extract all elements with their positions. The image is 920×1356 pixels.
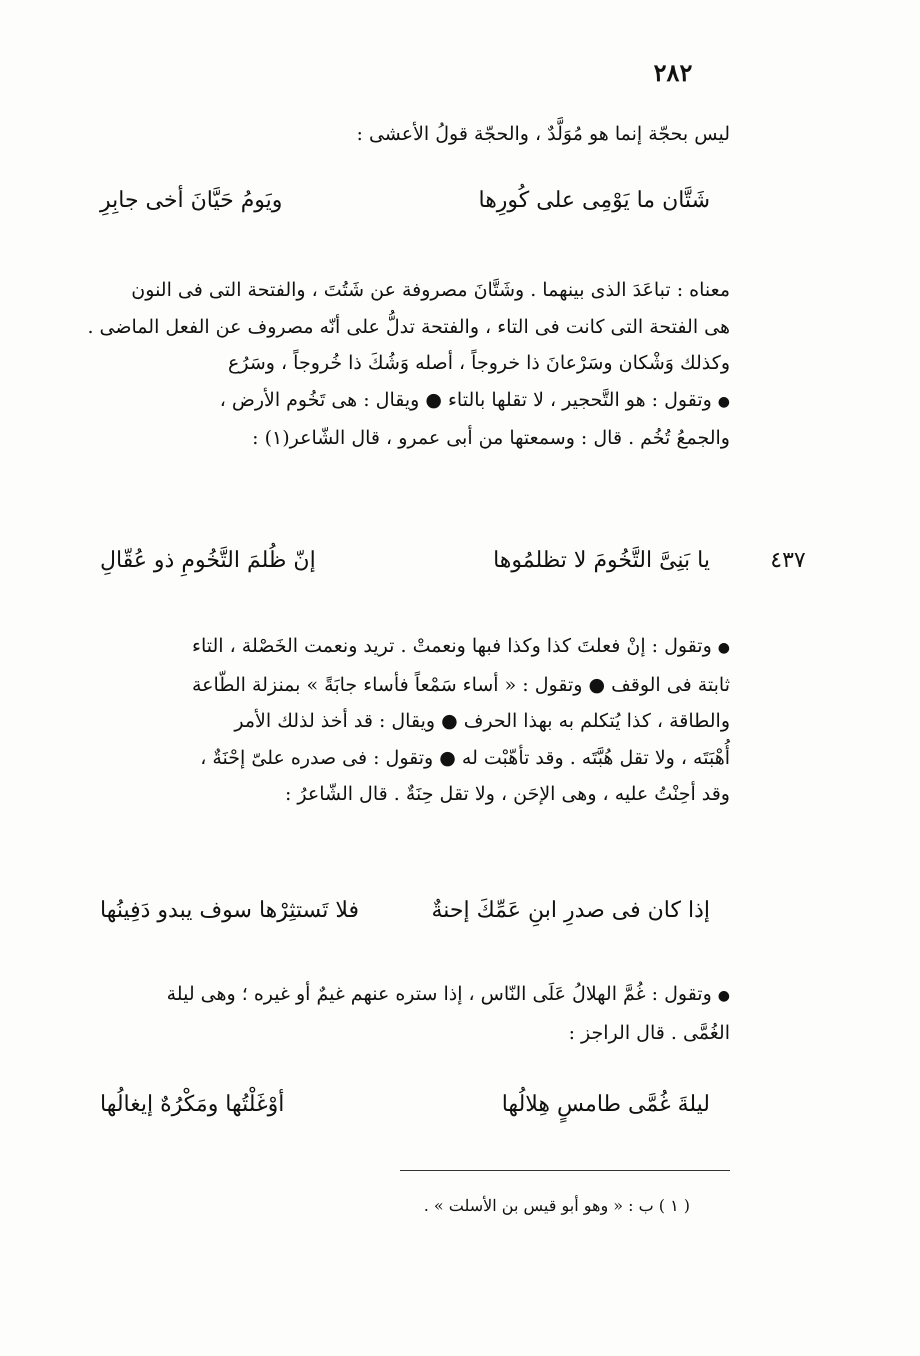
paragraph-line: والجمعُ تُخُم . قال : وسمعتها من أبى عمرو ، قال الشّاعر(١) :: [252, 427, 730, 449]
footnote-separator: [400, 1170, 730, 1171]
paragraph-3: [78, 976, 730, 1051]
intro-line: [78, 116, 730, 153]
verse-2-second-hemistich: إنّ ظُلمَ التَّخُومِ ذو عُقّالِ: [100, 548, 316, 573]
verse-number: ٤٣٧: [770, 548, 806, 573]
paragraph-line: معناه : تباعَدَ الذى بينهما . وشَتَّانَ مصروفة عن شَتُتَ ، والفتحة التى فى النون: [131, 279, 730, 301]
verse-4-second-hemistich: أوْغَلْتُها ومَكْرُهٌ إيغالُها: [100, 1092, 285, 1117]
verse-3-second-hemistich: فلا تَستثِرْها سوف يبدو دَفِينُها: [100, 898, 360, 923]
bullet-icon: ●: [717, 640, 730, 656]
verse-4: [100, 1092, 710, 1117]
verse-3: [100, 898, 710, 923]
paragraph-2: [78, 628, 730, 813]
paragraph-line: وكذلك وَشْكان وسَرْعانَ ذا خروجاً ، أصله وَشُكَ ذا خُروجاً ، وسَرُع: [228, 352, 730, 374]
page-number: ٢٨٢: [653, 58, 693, 87]
verse-2: [100, 548, 710, 573]
verse-2-first-hemistich: يا بَنِىَّ التَّخُومَ لا تظلمُوها: [493, 548, 710, 573]
paragraph-line: الغُمَّى . قال الراجز :: [568, 1021, 730, 1044]
footnote: ( ١ ) ب : « وهو أبو قيس بن الأسلت » .: [423, 1196, 690, 1215]
paragraph-line: ●وتقول : هو التَّحجير ، لا تقلها بالتاء ● ويقال : هى تَخُوم الأرض ،: [219, 388, 730, 411]
bullet-icon: ●: [717, 988, 730, 1004]
paragraph-line: والطاقة ، كذا يُتكلم به بهذا الحرف ● ويقال : قد أخذ لذلك الأمر: [234, 710, 730, 732]
paragraph-line: وقد أحِنْتُ عليه ، وهى الإحَن ، ولا تقل حِنَةٌ . قال الشّاعرُ :: [284, 783, 730, 805]
verse-4-first-hemistich: ليلةَ غُمَّى طامسٍ هِلالُها: [501, 1092, 710, 1117]
paragraph-line: ●وتقول : إنْ فعلتَ كذا وكذا فبها ونعمتْ . تريد ونعمت الخَصْلة ، التاء: [192, 635, 730, 657]
verse-1: [100, 188, 710, 213]
paragraph-1: [78, 272, 730, 457]
paragraph-line: هى الفتحة التى كانت فى التاء ، والفتحة تدلُّ على أنّه مصروف عن الفعل الماضى .: [87, 315, 730, 338]
verse-1-first-hemistich: شَتَّان ما يَوْمِى على كُورِها: [478, 188, 710, 213]
paragraph-line: أُهْبَتَه ، ولا تقل هُبَّتَه . وقد تأهّبْت له ● وتقول : فى صدره علىّ إحْنَةٌ ،: [200, 746, 730, 769]
paragraph-line: ثابتة فى الوقف ● وتقول : « أساء سَمْعاً فأساء جابَةً » بمنزلة الطّاعة: [191, 673, 730, 696]
intro-text: ليس بحجّة إنما هو مُوَلَّدٌ ، والحجّة قولُ الأعشى :: [356, 123, 730, 145]
verse-1-second-hemistich: ويَومُ حَيَّانَ أخى جابِرِ: [100, 188, 283, 213]
paragraph-line: ●وتقول : غُمَّ الهلالُ عَلَى النّاس ، إذا ستره عنهم غيمٌ أو غيره ؛ وهى ليلة: [166, 983, 730, 1005]
bullet-icon: ●: [717, 393, 730, 410]
verse-3-first-hemistich: إذا كان فى صدرِ ابنِ عَمِّكَ إحنةٌ: [431, 898, 710, 923]
